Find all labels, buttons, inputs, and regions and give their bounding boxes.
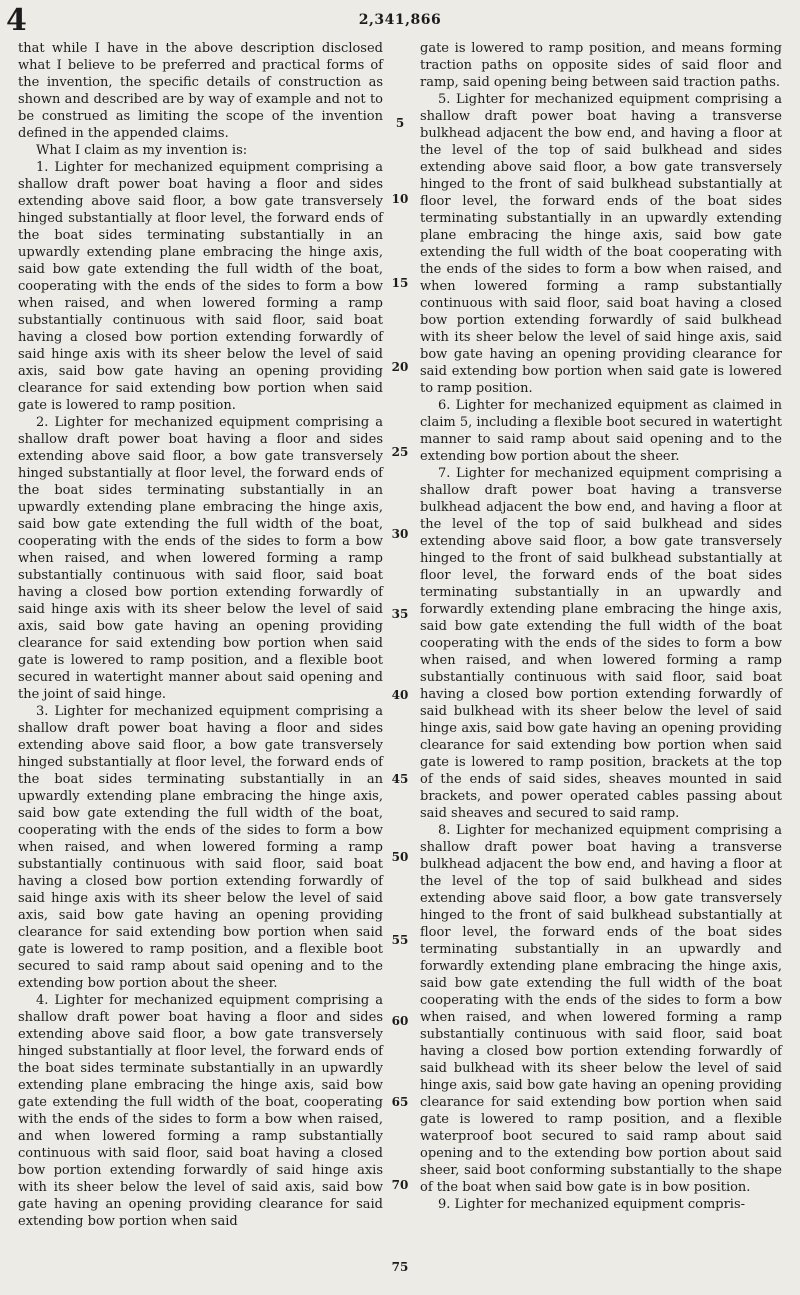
line-number: 10 [391,192,409,206]
claim-2: 2. Lighter for mechanized equipment comprising a shallow draft power boat having a floor and sides extending above said floor, a bow gate transversely hinged substantially at floor level, the forward ends of the boat sides terminating substantially in an upwardly extending plane embracing the hinge axis, said bow gate extending the full width of the boat, cooperating with the ends of the sides to form a bow when raised, and when lowered forming a ramp substantially continuous with said floor, said boat having a closed bow portion extending forwardly of said hinge axis with its sheer below the level of said axis, said bow gate having an opening providing clearance for said extending bow portion when said gate is lowered to ramp position, and a flexible boot secured in watertight manner about said opening and the joint of said hinge. [18,415,383,702]
claim-7: 7. Lighter for mechanized equipment comprising a shallow draft power boat having a transverse bulkhead adjacent the bow end, and having a floor at the level of the top of said bulkhead and sides extending above said floor, a bow gate transversely hinged to the front of said bulkhead substantially at floor level, the forward ends of the boat sides terminating substantially in an upwardly and forwardly extending plane embracing the hinge axis, said bow gate extending the full width of the boat cooperating with the ends of the sides to form a bow when raised, and when lowered forming a ramp substantially continuous with said floor, said boat having a closed bow portion extending forwardly of said bulkhead with its sheer below the level of said hinge axis, said bow gate having an opening providing clearance for said extending bow portion when said gate is lowered to ramp position, brackets at the top of the ends of said sides, sheaves mounted in said brackets, and power operated cables passing about said sheaves and secured to said ramp. [420,466,782,821]
claim-3: 3. Lighter for mechanized equipment comprising a shallow draft power boat having a floor and sides extending above said floor, a bow gate transversely hinged substantially at floor level, the forward ends of the boat sides terminating substantially in an upwardly extending plane embracing the hinge axis, said bow gate extending the full width of the boat, cooperating with the ends of the sides to form a bow when raised, and when lowered forming a ramp substantially continuous with said floor, said boat having a closed bow portion extending forwardly of said hinge axis with its sheer below the level of said axis, said bow gate having an opening providing clearance for said extending bow portion when said gate is lowered to ramp position, and a flexible boot secured to said ramp about said opening and to the extending bow portion about the sheer. [18,704,383,991]
line-number: 20 [391,360,409,374]
line-number: 40 [391,688,409,702]
line-number: 55 [391,933,409,947]
claims-intro: What I claim as my invention is: [36,143,248,158]
claim-4-start: 4. Lighter for mechanized equipment comprising a shallow draft power boat having a floor and sides extending above said floor, a bow gate transversely hinged substantially at floor level, the forward ends of the boat sides terminate substantially in an upwardly extending plane embracing the hinge axis, said bow gate extending the full width of the boat, cooperating with the ends of the sides to form a bow when raised, and when lowered forming a ramp substantially continuous with said floor, said boat having a closed bow portion extending forwardly of said hinge axis with its sheer below the level of said axis, said bow gate having an opening providing clearance for said extending bow portion when said [18,993,383,1229]
claim-1: 1. Lighter for mechanized equipment comprising a shallow draft power boat having a floor and sides extending above said floor, a bow gate transversely hinged substantially at floor level, the forward ends of the boat sides terminating substantially in an upwardly extending plane embracing the hinge axis, said bow gate extending the full width of the boat, cooperating with the ends of the sides to form a bow when raised, and when lowered forming a ramp substantially continuous with said floor, said boat having a closed bow portion extending forwardly of said hinge axis with its sheer below the level of said axis, said bow gate having an opening providing clearance for said extending bow portion when said gate is lowered to ramp position. [18,160,383,413]
line-number: 65 [391,1095,409,1109]
left-column [18,40,383,1230]
claim-4-end: gate is lowered to ramp position, and means forming traction paths on opposite sides of said floor and ramp, said opening being between said traction paths. [420,41,782,90]
line-number: 50 [391,850,409,864]
right-column [420,40,782,1213]
line-number: 35 [391,607,409,621]
line-number: 60 [391,1014,409,1028]
patent-number: 2,341,866 [358,12,442,28]
line-number-gutter [385,40,415,1280]
line-number: 45 [391,772,409,786]
line-number: 30 [391,527,409,541]
line-number: 25 [391,445,409,459]
line-number: 70 [391,1178,409,1192]
line-number: 75 [391,1260,409,1274]
claim-5: 5. Lighter for mechanized equipment comprising a shallow draft power boat having a transverse bulkhead adjacent the bow end, and having a floor at the level of the top of said bulkhead and sides extending above said floor, a bow gate transversely hinged to the front of said bulkhead substantially at floor level, the forward ends of the boat sides terminating substantially in an upwardly extending plane embracing the hinge axis, said bow gate extending the full width of the boat cooperating with the ends of the sides to form a bow when raised, and when lowered forming a ramp substantially continuous with said floor, said boat having a closed bow portion extending forwardly of said bulkhead with its sheer below the level of said hinge axis, said bow gate having an opening providing clearance for said extending bow portion when said gate is lowered to ramp position. [420,92,782,396]
page-number: 4 [6,3,27,38]
claim-6: 6. Lighter for mechanized equipment as claimed in claim 5, including a flexible boot secured in watertight manner to said ramp about said opening and to the extending bow portion about the sheer. [420,398,782,464]
intro-paragraph: that while I have in the above description disclosed what I believe to be preferred and practical forms of the invention, the specific details of construction as shown and described are by way of example and not to be construed as limiting the scope of the invention defined in the appended claims. [18,41,383,141]
claim-9-start: 9. Lighter for mechanized equipment compris- [438,1197,746,1212]
line-number: 15 [391,276,409,290]
line-number: 5 [395,116,405,130]
claim-8: 8. Lighter for mechanized equipment comprising a shallow draft power boat having a transverse bulkhead adjacent the bow end, and having a floor at the level of the top of said bulkhead and sides extending above said floor, a bow gate transversely hinged to the front of said bulkhead substantially at floor level, the forward ends of the boat sides terminating substantially in an upwardly and forwardly extending plane embracing the hinge axis, said bow gate extending the full width of the boat cooperating with the ends of the sides to form a bow when raised, and when lowered forming a ramp substantially continuous with said floor, said boat having a closed bow portion extending forwardly of said bulkhead with its sheer below the level of said hinge axis, said bow gate having an opening providing clearance for said extending bow portion when said gate is lowered to ramp position, and a flexible waterproof boot secured to said ramp about said opening and to the extending bow portion about said sheer, said boot conforming substantially to the shape of the boat when said bow gate is in bow position. [420,823,782,1195]
